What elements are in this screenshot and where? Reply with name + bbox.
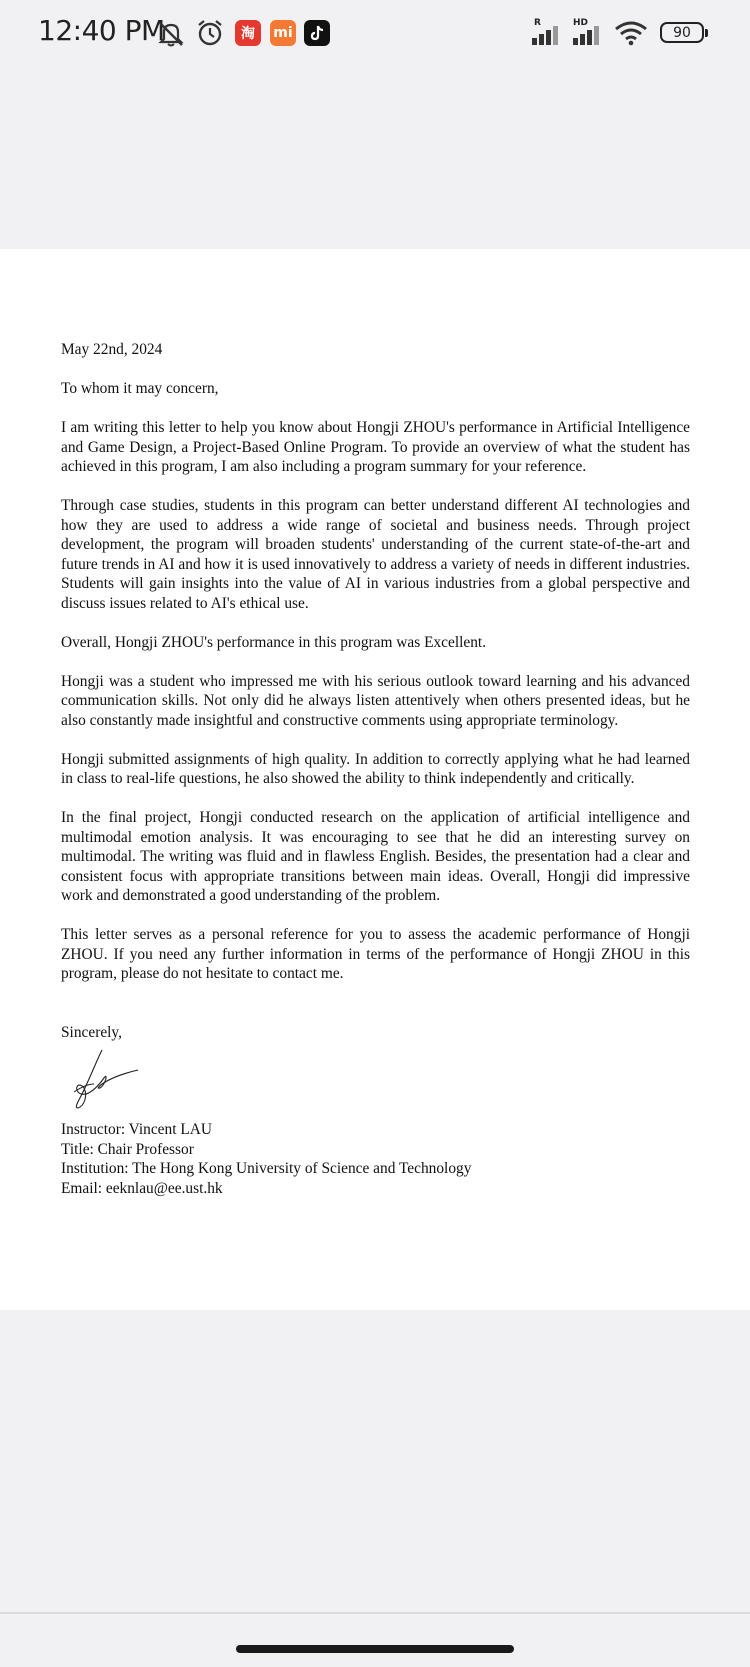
status-time: 12:40 PM	[38, 14, 165, 47]
title-line: Title: Chair Professor	[61, 1140, 194, 1158]
home-indicator-bar[interactable]	[236, 1645, 514, 1653]
letter-paragraph: I am writing this letter to help you know about Hongji ZHOU's performance in Artificial Intelligence and Game Design, a Project-Based Online Program. To provide an overview of what the student has achieved in this program, I am also including a program summary for your reference.	[61, 419, 690, 475]
institution-line: Institution: The Hong Kong University of Science and Technology	[61, 1160, 472, 1177]
cellular-signal-hd-icon	[571, 20, 607, 51]
wifi-icon	[614, 20, 648, 51]
letter-salutation: To whom it may concern,	[61, 380, 219, 397]
letter-paragraph: Hongji was a student who impressed me with his serious outlook toward learning and his advanced communication skills. Not only did he always listen attentively when others presented ideas, but he also constantly made insightful and constructive comments using appropriate terminology.	[61, 672, 690, 729]
signal-roaming-tag: R	[534, 18, 541, 28]
mi-store-icon: mi	[270, 20, 296, 46]
battery-indicator: 90	[660, 22, 704, 43]
alarm-icon	[196, 19, 224, 52]
signature-image	[64, 1048, 154, 1114]
taobao-icon: 淘	[235, 20, 261, 46]
tiktok-icon	[304, 20, 330, 46]
letter-paragraph: In the final project, Hongji conducted research on the application of artificial intelligence and multimodal emotion analysis. It was encouraging to see that he did an interesting survey on multimodal. The writing was fluid and in flawless English. Besides, the presentation had a clear and consistent focus with appropriate transitions between main ideas. Overall, Hongji did impressive work and demonstrated a good understanding of the problem.	[61, 809, 690, 904]
email-line: Email: eeknlau@ee.ust.hk	[61, 1179, 223, 1197]
instructor-line: Instructor: Vincent LAU	[61, 1121, 212, 1138]
letter-paragraph: Hongji submitted assignments of high quality. In addition to correctly applying what he had learned in class to real-life questions, he also showed the ability to think independently and critically.	[61, 750, 690, 787]
notifications-muted-icon	[156, 19, 186, 52]
letter-paragraph: Overall, Hongji ZHOU's performance in this program was Excellent.	[61, 633, 487, 651]
letter-document	[0, 249, 750, 1310]
letter-date: May 22nd, 2024	[61, 341, 163, 358]
bottom-divider	[0, 1612, 750, 1614]
status-bar	[0, 0, 750, 70]
signature-block	[61, 1120, 690, 1198]
letter-paragraph: Through case studies, students in this program can better understand different AI technologies and how they are used to address a wide range of societal and business needs. Through project development, the program will broaden students' understanding of the current state-of-the-art and future trends in AI and how it is used innovatively to address a variety of needs in different industries. Students will gain insights into the value of AI in various industries from a global perspective and discuss issues related to AI's ethical use.	[61, 497, 690, 612]
letter-body	[61, 340, 690, 1198]
letter-closing: Sincerely,	[61, 1023, 122, 1041]
signal-hd-tag: HD	[573, 18, 589, 28]
letter-paragraph: This letter serves as a personal reference for you to assess the academic performance of Hongji ZHOU. If you need any further information in terms of the performance of Hongji ZHOU in this program, please do not hesitate to contact me.	[61, 926, 690, 982]
cellular-signal-icon	[530, 20, 566, 51]
